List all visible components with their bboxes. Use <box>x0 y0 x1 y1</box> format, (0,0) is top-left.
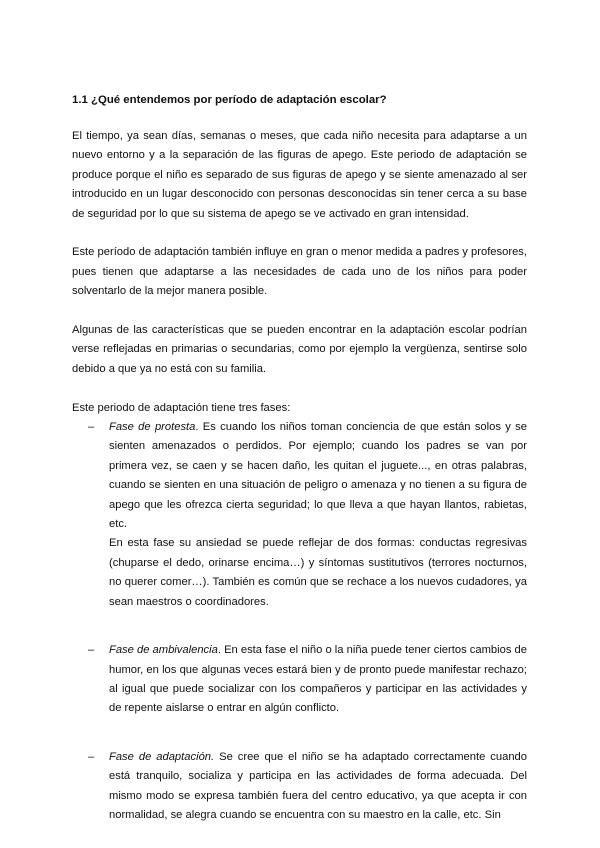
paragraph-definition: El tiempo, ya sean días, semanas o meses, que cada niño necesita para adaptarse a un nuevo entorno y a la separación de las figuras de apego. Este periodo de adaptación se produce porque el niño es separado de sus figuras de apego y se siente amenazado al ser introducido en un lugar desconocido con personas desconocidas sin tener cerca a su base de seguridad por lo que su sistema de apego se ve activado en gran intensidad. <box>72 130 527 220</box>
phase-item-adaptacion <box>72 748 527 826</box>
paragraph-characteristics: Algunas de las características que se pueden encontrar en la adaptación escolar podrían verse reflejadas en primarias o secundarias, como por ejemplo la vergüenza, sentirse solo debido a que ya no está con su familia. <box>72 324 527 375</box>
phase-name: Fase de protesta <box>109 421 196 434</box>
spacer <box>72 719 527 748</box>
phases-intro: Este periodo de adaptación tiene tres fases: <box>72 401 291 414</box>
section-heading: 1.1 ¿Qué entendemos por período de adaptación escolar? <box>72 94 387 106</box>
paragraph-influence: Este período de adaptación también influye en gran o menor medida a padres y profesores, pues tienen que adaptarse a las necesidades de cada uno de los niños para poder solventarlo de la mejor manera posible. <box>72 246 527 298</box>
list-dash: – <box>88 644 95 657</box>
phases-list <box>72 418 527 825</box>
phase-text: Se cree que el niño se ha adaptado correctamente cuando está tranquilo, socializa y participa en las actividades de forma adecuada. Del mismo modo se expresa también fuera del centro educativo, ya que acepta ir con normalidad, se alegra cuando se encuentra con su maestro en la calle, etc. Sin <box>109 750 527 821</box>
document-body <box>72 92 527 825</box>
list-dash: – <box>88 421 95 434</box>
phase-item-protesta <box>72 418 527 612</box>
spacer <box>72 612 527 641</box>
phase-extra-text: En esta fase su ansiedad se puede reflejar de dos formas: conductas regresivas (chuparse el dedo, orinarse encima…) y síntomas sustitutivos (terrores nocturnos, no querer comer…). También es común que se rechace a los nuevos cudadores, ya sean maestros o coordinadores. <box>109 537 527 608</box>
phase-text: . En esta fase el niño o la niña puede tener ciertos cambios de humor, en los que algunas veces estará bien y de pronto puede manifestar rechazo; al igual que puede socializar con los compañeros y participar en las actividades y de repente aislarse o entrar en algún conflicto. <box>109 644 528 715</box>
list-dash: – <box>88 750 95 763</box>
phase-item-ambivalencia <box>72 641 527 719</box>
phase-name: Fase de ambivalencia <box>109 644 218 657</box>
phase-name: Fase de adaptación. <box>109 750 215 763</box>
phase-text: . Es cuando los niños toman conciencia de que están solos y se sienten amenazados o perdidos. Por ejemplo; cuando los padres se van por primera vez, se caen y se hacen daño, les quitan el juguete..., en otras palabras, cuando se sienten en una situación de peligro o amenaza y no tienen a su figura de apego que les ofrezca cierta seguridad; lo que lleva a que hayan llantos, rabietas, etc. <box>109 421 527 531</box>
